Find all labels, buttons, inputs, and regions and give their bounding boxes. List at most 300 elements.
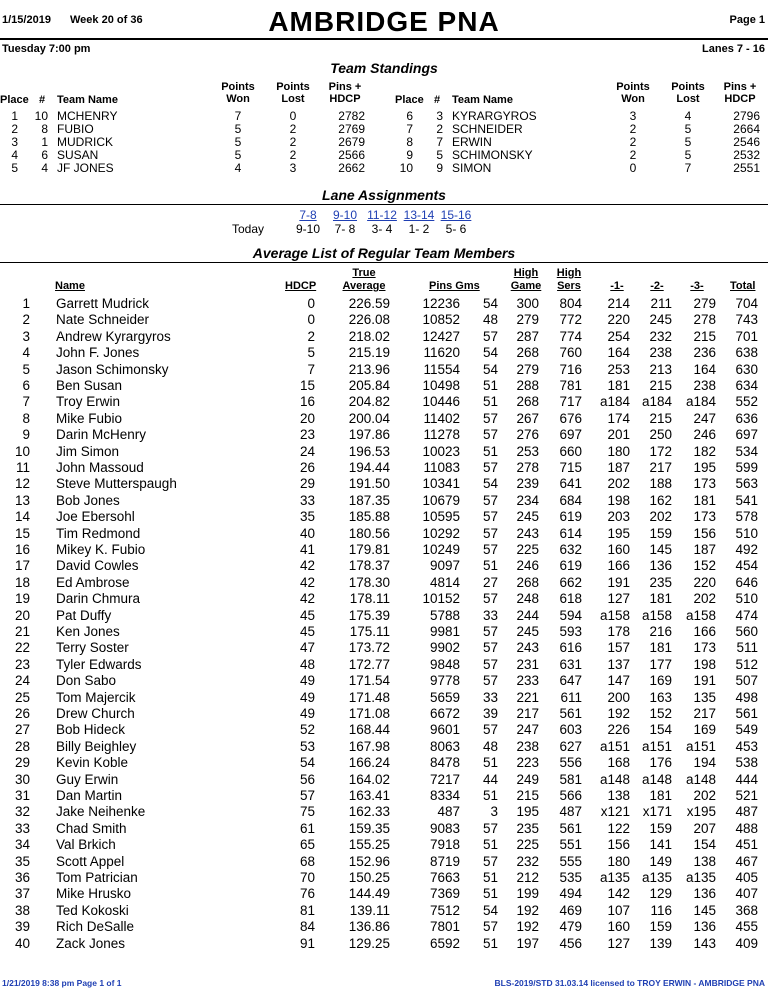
game2: 245: [649, 312, 672, 328]
high-game: 195: [516, 804, 539, 820]
high-series: 684: [559, 492, 582, 508]
high-series: 627: [559, 738, 582, 754]
total: 487: [735, 804, 758, 820]
total-pins: 10446: [422, 394, 460, 410]
game3: 136: [693, 886, 716, 902]
lane-pair-link[interactable]: 15-16: [440, 208, 472, 222]
standing-number: 10: [34, 109, 48, 123]
games: 54: [482, 476, 498, 492]
game1: 214: [607, 296, 630, 311]
high-series: 641: [559, 476, 582, 492]
table-row: [0, 886, 768, 902]
high-series: 556: [559, 755, 582, 771]
game2: 169: [649, 673, 672, 689]
game1: 142: [607, 886, 630, 902]
game2: a151: [641, 738, 672, 754]
handicap: 81: [299, 902, 315, 918]
true-average: 164.02: [348, 771, 390, 787]
handicap: 20: [299, 410, 315, 426]
table-row: [0, 706, 768, 722]
high-game: 223: [516, 755, 539, 771]
handicap: 42: [299, 591, 315, 607]
true-average: 168.44: [348, 722, 390, 738]
true-average: 144.49: [348, 886, 390, 902]
game1: 157: [607, 640, 630, 656]
standing-team: JF JONES: [57, 161, 114, 175]
games: 57: [482, 328, 498, 344]
game3: 181: [693, 492, 716, 508]
averages-divider: [0, 262, 768, 263]
standing-lost: 5: [684, 135, 692, 149]
handicap: 49: [299, 673, 315, 689]
standing-place: 7: [406, 122, 413, 136]
table-row: [0, 772, 768, 788]
bowler-name: Tom Majercik: [56, 689, 136, 705]
bowler-name: John F. Jones: [56, 345, 140, 361]
game1: 160: [607, 919, 630, 935]
high-game: 244: [516, 607, 539, 623]
game1: 168: [607, 755, 630, 771]
high-series: 619: [559, 558, 582, 574]
high-game: 243: [516, 640, 539, 656]
total-pins: 7217: [429, 771, 460, 787]
game2: 149: [649, 853, 672, 869]
high-game: 268: [516, 574, 539, 590]
rank: 25: [14, 689, 30, 705]
rank: 2: [22, 312, 30, 328]
total: 561: [735, 706, 758, 721]
standing-team: SIMON: [452, 161, 492, 175]
game1: 164: [607, 345, 630, 361]
handicap: 15: [299, 378, 315, 393]
bowler-name: Pat Duffy: [56, 607, 112, 623]
col-head-team: Team Name: [57, 94, 118, 106]
high-series: 581: [559, 771, 582, 787]
high-series: 716: [559, 361, 582, 377]
standing-lost: 4: [684, 109, 692, 123]
total-pins: 8719: [429, 853, 460, 869]
standing-lost: 3: [289, 161, 297, 175]
today-label: Today: [232, 222, 265, 236]
col-head-won: Points Won: [616, 81, 650, 105]
game3: a158: [685, 607, 716, 623]
total-pins: 11554: [423, 361, 460, 377]
standing-pins: 2664: [733, 122, 760, 136]
league-title: AMBRIDGE PNA: [268, 6, 500, 37]
game1: 147: [607, 673, 630, 689]
game1: 195: [607, 525, 630, 541]
true-average: 185.88: [348, 509, 390, 525]
game3: 279: [693, 296, 716, 311]
game3: 145: [693, 902, 716, 918]
high-game: 221: [516, 689, 539, 705]
standing-number: 3: [436, 109, 443, 123]
high-game: 232: [516, 853, 539, 869]
games: 44: [482, 771, 498, 787]
game3: 136: [693, 919, 716, 935]
handicap: 47: [299, 640, 315, 656]
total-pins: 7663: [429, 870, 460, 885]
high-series: 715: [559, 460, 582, 475]
standing-won: 2: [629, 148, 637, 162]
col-head-team: Team Name: [452, 94, 513, 106]
true-average: 178.11: [349, 591, 390, 607]
game1: 137: [607, 656, 630, 672]
col-head-high-game: High Game: [510, 267, 542, 292]
rank: 4: [22, 345, 30, 361]
bowler-name: Troy Erwin: [56, 394, 121, 410]
game3: 195: [693, 460, 716, 475]
true-average: 129.25: [348, 935, 390, 951]
game3: 173: [693, 640, 716, 656]
rank: 10: [14, 443, 30, 459]
rank: 24: [14, 673, 30, 689]
game2: 136: [649, 558, 672, 574]
rank: 29: [14, 755, 30, 771]
game3: a148: [685, 771, 716, 787]
lane-pair-link[interactable]: 7-8: [299, 208, 317, 222]
total: 405: [735, 870, 758, 885]
game3: 154: [693, 837, 716, 853]
session-info: [0, 43, 768, 57]
high-game: 215: [516, 788, 539, 803]
rank: 28: [14, 738, 30, 754]
game2: 141: [649, 837, 672, 853]
rank: 13: [14, 492, 30, 508]
standing-pins: 2546: [733, 135, 760, 149]
total: 474: [735, 607, 758, 623]
high-game: 279: [516, 361, 539, 377]
games: 57: [482, 853, 498, 869]
standing-pins: 2679: [338, 135, 365, 149]
game3: 173: [693, 509, 716, 525]
handicap: 65: [299, 837, 315, 853]
handicap: 26: [299, 460, 315, 475]
bowler-name: Jason Schimonsky: [56, 361, 169, 377]
handicap: 45: [299, 624, 315, 639]
total-pins: 11278: [423, 427, 460, 443]
standing-number: 4: [41, 161, 48, 175]
high-game: 268: [516, 394, 539, 410]
standing-lost: 2: [289, 148, 297, 162]
game2: 238: [649, 345, 672, 361]
game1: a158: [599, 607, 630, 623]
total: 538: [735, 755, 758, 771]
true-average: 205.84: [348, 378, 390, 393]
games: 48: [482, 738, 498, 754]
total: 488: [735, 820, 758, 836]
high-game: 192: [516, 919, 539, 935]
table-row: [0, 378, 768, 394]
col-head-game2: -2-: [650, 280, 664, 292]
bowler-name: Ken Jones: [56, 624, 120, 639]
game1: 198: [607, 492, 630, 508]
col-head-high-series: High Sers: [556, 267, 582, 292]
game2: 162: [649, 492, 672, 508]
game3: 152: [693, 558, 716, 574]
bowler-name: Bob Hideck: [56, 722, 126, 738]
total: 492: [735, 542, 758, 557]
lane-pair-link[interactable]: 9-10: [332, 208, 358, 222]
standing-number: 7: [436, 135, 443, 149]
game1: 254: [607, 328, 630, 344]
total: 701: [735, 328, 758, 344]
game3: 246: [693, 427, 716, 443]
true-average: 197.86: [348, 427, 390, 443]
rank: 8: [22, 410, 30, 426]
lane-pair-link[interactable]: 13-14: [403, 208, 435, 222]
games: 33: [482, 607, 498, 623]
rank: 35: [14, 853, 30, 869]
high-game: 225: [516, 837, 539, 853]
total-pins: 10249: [422, 542, 460, 557]
total: 534: [735, 443, 758, 459]
standing-number: 8: [41, 122, 48, 136]
true-average: 191.50: [348, 476, 390, 492]
high-series: 781: [559, 378, 582, 393]
standing-lost: 2: [289, 135, 297, 149]
total: 498: [735, 689, 758, 705]
total: 454: [735, 558, 758, 574]
standing-place: 6: [406, 109, 413, 123]
game3: 191: [693, 673, 716, 689]
games: 48: [482, 312, 498, 328]
total: 409: [735, 935, 758, 951]
rank: 22: [14, 640, 30, 656]
total: 634: [735, 378, 758, 393]
lane-pair-teams: 1- 2: [408, 222, 430, 236]
game1: 127: [607, 591, 630, 607]
handicap: 49: [299, 706, 315, 721]
table-row: [0, 673, 768, 689]
game2: 159: [649, 525, 672, 541]
games: 54: [482, 296, 498, 311]
total: 743: [735, 312, 758, 328]
high-game: 267: [516, 410, 539, 426]
col-head-pins: Pins + HDCP: [328, 81, 362, 105]
rank: 38: [14, 902, 30, 918]
rank: 3: [22, 328, 30, 344]
table-row: [0, 821, 768, 837]
high-game: 248: [516, 591, 539, 607]
rank: 23: [14, 656, 30, 672]
bowler-name: Jim Simon: [56, 443, 120, 459]
game2: 176: [649, 755, 672, 771]
game1: 180: [607, 443, 630, 459]
game1: 226: [607, 722, 630, 738]
true-average: 175.39: [348, 607, 390, 623]
games: 51: [482, 837, 498, 853]
bowler-name: Terry Soster: [56, 640, 129, 656]
standing-won: 3: [629, 109, 637, 123]
lane-pair-teams: 3- 4: [371, 222, 393, 236]
games: 33: [482, 689, 498, 705]
game3: 138: [693, 853, 716, 869]
total-pins: 10023: [422, 443, 460, 459]
high-series: 535: [559, 870, 582, 885]
handicap: 91: [299, 935, 315, 951]
total-pins: 5659: [429, 689, 460, 705]
game2: 215: [649, 378, 672, 393]
games: 57: [482, 492, 498, 508]
true-average: 155.25: [348, 837, 390, 853]
table-row: [0, 296, 768, 312]
games: 51: [482, 870, 498, 885]
header-divider: [0, 38, 768, 40]
lanes-range: Lanes 7 - 16: [702, 43, 765, 55]
games: 3: [490, 804, 498, 820]
table-row: [0, 739, 768, 755]
bowler-name: Drew Church: [56, 706, 135, 721]
rank: 16: [14, 542, 30, 557]
total-pins: 6592: [429, 935, 460, 951]
col-head-number: #: [38, 94, 46, 106]
true-average: 179.81: [348, 542, 390, 557]
bowler-name: Chad Smith: [56, 820, 127, 836]
handicap: 5: [307, 345, 315, 361]
total: 510: [735, 591, 758, 607]
game2: 154: [649, 722, 672, 738]
true-average: 187.35: [348, 492, 390, 508]
total: 455: [735, 919, 758, 935]
total: 541: [735, 492, 758, 508]
game1: 200: [607, 689, 630, 705]
true-average: 175.11: [349, 624, 390, 639]
bowler-name: Billy Beighley: [56, 738, 137, 754]
high-series: 456: [559, 935, 582, 951]
game2: 215: [649, 410, 672, 426]
table-row: [0, 903, 768, 919]
standing-number: 9: [436, 161, 443, 175]
game1: 174: [607, 410, 630, 426]
game3: 220: [693, 574, 716, 590]
total-pins: 10152: [422, 591, 460, 607]
lanes-divider: [0, 204, 768, 205]
games: 51: [482, 755, 498, 771]
game2: 235: [649, 574, 672, 590]
high-series: 676: [559, 410, 582, 426]
bowler-name: Mikey K. Fubio: [56, 542, 146, 557]
high-series: 632: [559, 542, 582, 557]
game3: 156: [693, 525, 716, 541]
game1: 160: [607, 542, 630, 557]
game1: 220: [607, 312, 630, 328]
total-pins: 5788: [429, 607, 460, 623]
standing-place: 9: [406, 148, 413, 162]
high-game: 268: [516, 345, 539, 361]
games: 51: [482, 935, 498, 951]
rank: 6: [22, 378, 30, 393]
total: 444: [735, 771, 758, 787]
game1: 127: [607, 935, 630, 951]
handicap: 7: [307, 361, 315, 377]
true-average: 166.24: [348, 755, 390, 771]
high-series: 614: [559, 525, 582, 541]
lane-pair-link[interactable]: 11-12: [367, 208, 397, 222]
high-series: 618: [559, 591, 582, 607]
standing-won: 2: [629, 122, 637, 136]
high-game: 279: [516, 312, 539, 328]
standing-place: 2: [11, 122, 18, 136]
high-series: 555: [559, 853, 582, 869]
bowler-name: John Massoud: [56, 460, 144, 475]
handicap: 61: [299, 820, 315, 836]
high-game: 253: [516, 443, 539, 459]
handicap: 70: [299, 870, 315, 885]
standing-team: FUBIO: [57, 122, 94, 136]
high-game: 287: [516, 328, 539, 344]
col-head-place: Place: [395, 94, 424, 106]
bowler-name: Tom Patrician: [56, 870, 138, 885]
games: 57: [482, 460, 498, 475]
col-head-game1: -1-: [610, 280, 624, 292]
standing-won: 5: [234, 135, 242, 149]
table-row: [0, 575, 768, 591]
standing-number: 6: [41, 148, 48, 162]
high-series: 494: [559, 886, 582, 902]
standing-lost: 5: [684, 122, 692, 136]
table-row: [0, 804, 768, 820]
high-game: 243: [516, 525, 539, 541]
true-average: 150.25: [348, 870, 390, 885]
games: 57: [482, 640, 498, 656]
footer-license: BLS-2019/STD 31.03.14 licensed to TROY ERWIN - AMBRIDGE PNA: [494, 978, 765, 988]
col-head-game3: -3-: [690, 280, 704, 292]
handicap: 68: [299, 853, 315, 869]
standing-won: 0: [629, 161, 637, 175]
true-average: 200.04: [348, 410, 390, 426]
true-average: 171.48: [348, 689, 390, 705]
rank: 21: [14, 624, 30, 639]
high-series: 631: [559, 656, 582, 672]
table-row: [0, 509, 768, 525]
standing-won: 5: [234, 148, 242, 162]
game2: 181: [649, 640, 672, 656]
rank: 26: [14, 706, 30, 721]
bowler-name: David Cowles: [56, 558, 139, 574]
game3: 202: [693, 591, 716, 607]
games: 51: [482, 378, 498, 393]
handicap: 29: [299, 476, 315, 492]
game3: 194: [693, 755, 716, 771]
game2: 213: [649, 361, 672, 377]
game1: 202: [607, 476, 630, 492]
bowler-name: Mike Hrusko: [56, 886, 132, 902]
total: 511: [736, 640, 758, 656]
rank: 14: [14, 509, 30, 525]
games: 54: [482, 345, 498, 361]
total-pins: 12427: [422, 328, 460, 344]
total-pins: 9902: [429, 640, 460, 656]
high-series: 697: [559, 427, 582, 443]
game2: 177: [649, 656, 672, 672]
table-row: [0, 640, 768, 656]
bowler-name: Tyler Edwards: [56, 656, 142, 672]
game2: 250: [649, 427, 672, 443]
high-game: 245: [516, 624, 539, 639]
standing-pins: 2782: [338, 109, 365, 123]
high-series: 611: [560, 689, 582, 705]
high-game: 217: [516, 706, 539, 721]
high-series: 772: [559, 312, 582, 328]
standing-number: 2: [436, 122, 443, 136]
report-header: [0, 0, 768, 40]
game3: 166: [693, 624, 716, 639]
high-game: 233: [516, 673, 539, 689]
total-pins: 487: [437, 804, 460, 820]
rank: 1: [22, 296, 30, 311]
total-pins: 11402: [423, 410, 460, 426]
